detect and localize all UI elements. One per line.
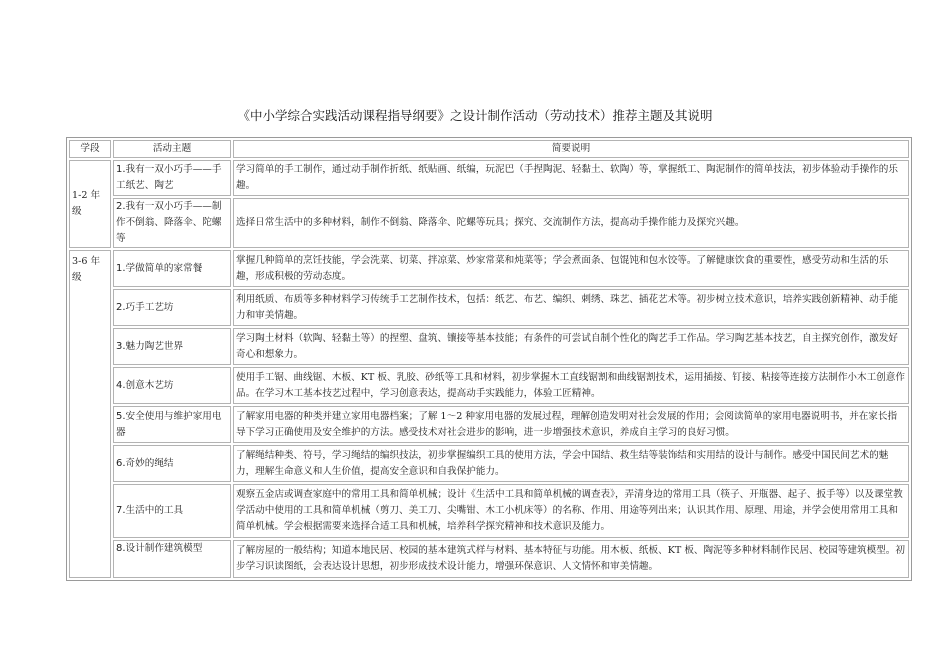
table-row bbox=[69, 250, 909, 287]
description-cell: 使用手工锯、曲线锯、木板、KT 板、乳胶、砂纸等工具和材料，初步掌握木工直线锯割和曲线锯割技术，运用插接、钉接、粘接等连接方法制作小木工创意作品。在学习木工基本技艺过程中，学习创意表达，提高动手实践能力，体验工匠精神。 bbox=[233, 367, 909, 404]
table-row bbox=[69, 289, 909, 326]
description-cell: 了解家用电器的种类并建立家用电器档案；了解 1～2 种家用电器的发展过程，理解创造发明对社会发展的作用；会阅读简单的家用电器说明书，并在家长指导下学习正确使用及安全维护的方法。感受技术对社会进步的影响，进一步增强技术意识，养成自主学习的良好习惯。 bbox=[233, 406, 909, 443]
table-row bbox=[69, 484, 909, 538]
description-cell: 学习陶土材料（软陶、轻黏土等）的捏塑、盘筑、镶接等基本技能；有条件的可尝试自制个性化的陶艺手工作品。学习陶艺基本技艺，自主探究创作，激发好奇心和想象力。 bbox=[233, 328, 909, 365]
stage-cell-1-2: 1-2 年级 bbox=[69, 160, 111, 248]
topic-cell: 1.我有一双小巧手——手工纸艺、陶艺 bbox=[113, 160, 231, 196]
topic-cell: 2.巧手工艺坊 bbox=[113, 289, 231, 326]
table-row bbox=[69, 445, 909, 482]
table-row bbox=[69, 367, 909, 404]
description-cell: 观察五金店或调查家庭中的常用工具和简单机械；设计《生活中工具和简单机械的调查表》，弄清身边的常用工具（筷子、开瓶器、起子、扳手等）以及课堂教学活动中使用的工具和简单机械（剪刀、美工刀、尖嘴钳、木工小机床等）的名称、作用、用途等列出来；认识其作用、原理、用途，并学会使用常用工具和简单机械。学会根据需要来选择合适工具和机械，培养科学探究精神和技术意识及能力。 bbox=[233, 484, 909, 538]
header-description: 简要说明 bbox=[233, 140, 909, 158]
header-stage: 学段 bbox=[69, 140, 111, 158]
description-cell: 了解绳结种类、符号，学习绳结的编织技法，初步掌握编织工具的使用方法，学会中国结、救生结等装饰结和实用结的设计与制作。感受中国民间艺术的魅力，理解生命意义和人生价值，提高安全意识和自我保护能力。 bbox=[233, 445, 909, 482]
topics-table bbox=[66, 137, 912, 581]
header-topic: 活动主题 bbox=[113, 140, 231, 158]
description-cell: 掌握几种简单的烹饪技能，学会洗菜、切菜、拌凉菜、炒家常菜和炖菜等；学会煮面条、包馄饨和包水饺等。了解健康饮食的重要性，感受劳动和生活的乐趣，形成积极的劳动态度。 bbox=[233, 250, 909, 287]
description-cell: 选择日常生活中的多种材料，制作不倒翁、降落伞、陀螺等玩具；探究、交流制作方法，提高动手操作能力及探究兴趣。 bbox=[233, 198, 909, 248]
topic-cell: 2.我有一双小巧手——制作不倒翁、降落伞、陀螺等 bbox=[113, 198, 231, 248]
topic-cell: 4.创意木艺坊 bbox=[113, 367, 231, 404]
description-cell: 了解房屋的一般结构；知道本地民居、校园的基本建筑式样与材料、基本特征与功能。用木板、纸板、KT 板、陶泥等多种材料制作民居、校园等建筑模型。初步学习识读图纸，会表达设计思想，初步形成技术设计能力，增强环保意识、人文情怀和审美情趣。 bbox=[233, 540, 909, 578]
topic-cell: 7.生活中的工具 bbox=[113, 484, 231, 538]
topic-cell: 1.学做简单的家常餐 bbox=[113, 250, 231, 287]
topic-cell: 8.设计制作建筑模型 bbox=[113, 540, 231, 578]
table-row bbox=[69, 540, 909, 578]
topic-cell: 5.安全使用与维护家用电器 bbox=[113, 406, 231, 443]
description-cell: 学习简单的手工制作，通过动手制作折纸、纸贴画、纸编，玩泥巴（手捏陶泥、轻黏土、软陶）等，掌握纸工、陶泥制作的简单技法，初步体验动手操作的乐趣。 bbox=[233, 160, 909, 196]
stage-cell-3-6: 3-6 年级 bbox=[69, 250, 111, 578]
topic-cell: 6.奇妙的绳结 bbox=[113, 445, 231, 482]
description-cell: 利用纸质、布质等多种材料学习传统手工艺制作技术，包括：纸艺、布艺、编织、刺绣、珠艺、插花艺术等。初步树立技术意识，培养实践创新精神、动手能力和审美情趣。 bbox=[233, 289, 909, 326]
table-row bbox=[69, 198, 909, 248]
table-row bbox=[69, 406, 909, 443]
topic-cell: 3.魅力陶艺世界 bbox=[113, 328, 231, 365]
table-header-row bbox=[69, 140, 909, 158]
document-title: 《中小学综合实践活动课程指导纲要》之设计制作活动（劳动技术）推荐主题及其说明 bbox=[237, 108, 713, 123]
table-row bbox=[69, 328, 909, 365]
table-row bbox=[69, 160, 909, 196]
